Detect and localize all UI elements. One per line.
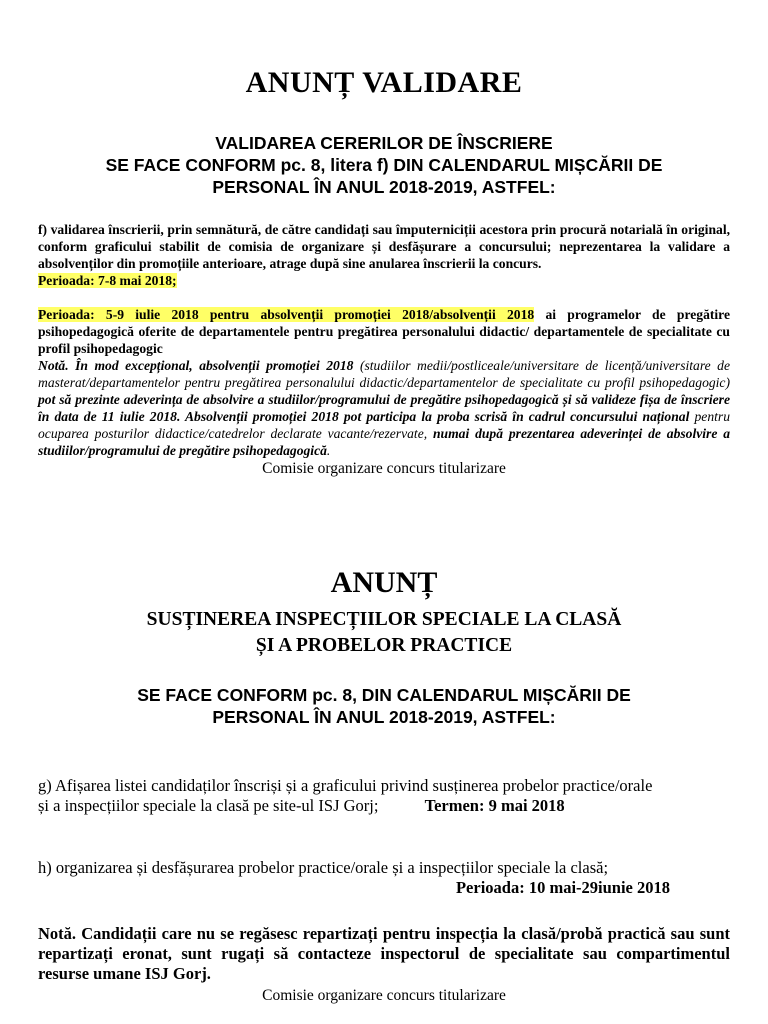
paragraph-g <box>38 776 730 816</box>
note-bold-text: pot să prezinte adeverința de absolvire a studiilor/programului de pregătire psihopedagogică și să valideze fișa de înscriere în data de 11 iulie 2018. Absolvenții promoției 2018 pot participa la proba scrisă în cadrul concursului național <box>38 392 730 424</box>
subheading-line: PERSONAL ÎN ANUL 2018-2019, ASTFEL: <box>212 177 556 197</box>
inspections-title-lines <box>0 607 768 659</box>
note-label: Notă. În mod excepțional, absolvenții promoției 2018 <box>38 358 354 373</box>
signature-validation: Comisie organizare concurs titularizare <box>262 460 506 477</box>
paragraph-h <box>38 858 730 898</box>
announcement-title-inspections: ANUNȚ <box>330 566 438 599</box>
note-inspections: Notă. Candidații care nu se regăsesc repartizați pentru inspecția la clasă/probă practică sau sunt repartizați eronat, sunt rugați să contacteze inspectorul de specialitate sau compartimentul resurse umane ISJ Gorj. <box>38 924 730 983</box>
title-line: SUSȚINEREA INSPECȚIILOR SPECIALE LA CLASĂ <box>146 609 622 630</box>
paragraph-g-line-2 <box>38 796 730 816</box>
title-line: ȘI A PROBELOR PRACTICE <box>255 635 513 656</box>
paragraph-g-text: și a inspecțiilor speciale la clasă pe site-ul ISJ Gorj; <box>38 796 379 815</box>
term-g: Termen: 9 mai 2018 <box>424 796 565 815</box>
paragraph-f-text: f) validarea înscrierii, prin semnătură, de către candidați sau împuterniciții acestora prin procură notarială în original, conform graficului stabilit de comisia de organizare și desfășurare a concursului; neprezentarea la validare a absolvenților din promoțiile anterioare, atrage după sine anularea înscrierii la concurs. <box>38 222 730 271</box>
period-1: Perioada: 7-8 mai 2018; <box>38 273 177 288</box>
period-2-paragraph <box>38 306 730 357</box>
subheading-line: VALIDAREA CERERILOR DE ÎNSCRIERE <box>215 133 553 153</box>
announcement-title-validation: ANUNȚ VALIDARE <box>245 66 523 99</box>
paragraph-f <box>38 221 730 289</box>
subheading-line: SE FACE CONFORM pc. 8, DIN CALENDARUL MIȘCĂRII DE <box>137 685 631 705</box>
period-2-rest: ai programelor de pregătire psihopedagogică oferite de departamentele pentru pregătirea personalului didactic/ departamentele de specialitate cu profil psihopedagogic <box>38 307 730 356</box>
period-h: Perioada: 10 mai-29iunie 2018 <box>455 878 670 897</box>
period-2-highlight: Perioada: 5-9 iulie 2018 pentru absolvenții promoției 2018/absolvenții 2018 <box>38 307 535 322</box>
note-text: pentru ocuparea posturilor didactice/catedrelor declarate vacante/rezervate, <box>38 409 730 441</box>
paragraph-g-line: g) Afișarea listei candidaților înscriși și a graficului privind susținerea probelor practice/orale <box>38 776 653 795</box>
paragraph-h-text: h) organizarea și desfășurarea probelor practice/orale și a inspecțiilor speciale la clasă; <box>38 858 609 877</box>
signature-inspections: Comisie organizare concurs titularizare <box>262 987 506 1004</box>
subheading-line: PERSONAL ÎN ANUL 2018-2019, ASTFEL: <box>212 707 556 727</box>
note-text: (studiilor medii/postliceale/universitare de licență/universitare de masterat/departamentelor pentru pregătirea personalului didactic/departamentelor de specialitate cu profil psihopedagogic) <box>38 358 731 390</box>
inspections-subheading <box>0 684 768 728</box>
subheading-line: SE FACE CONFORM pc. 8, litera f) DIN CALENDARUL MIȘCĂRII DE <box>105 155 663 175</box>
note-validation <box>38 357 730 459</box>
validation-subheading <box>0 132 768 198</box>
note-bold-text: numai după prezentarea adeverinței de absolvire a studiilor/programului de pregătire psihopedagogică <box>38 426 731 458</box>
note-end: . <box>326 443 331 458</box>
